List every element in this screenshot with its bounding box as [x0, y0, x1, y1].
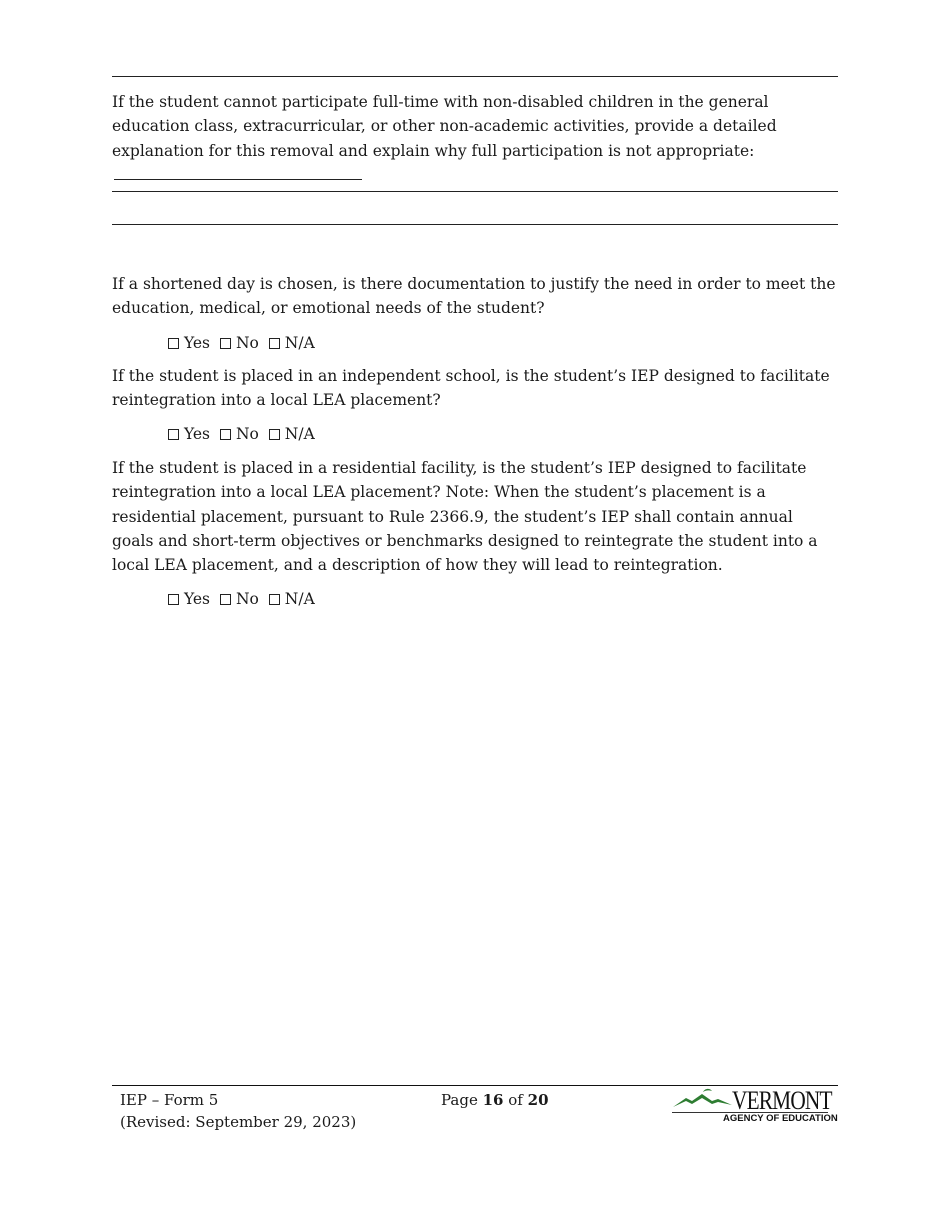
checkbox-icon[interactable]	[220, 429, 231, 440]
checkbox-icon[interactable]	[168, 338, 179, 349]
answer-line[interactable]	[112, 76, 838, 77]
option-no[interactable]: No	[220, 333, 259, 353]
logo-wordmark: VERMONT	[732, 1086, 832, 1115]
option-na[interactable]: N/A	[269, 333, 315, 353]
question-removal	[112, 90, 838, 187]
answer-line[interactable]	[112, 224, 838, 225]
checkbox-icon[interactable]	[168, 429, 179, 440]
option-yes[interactable]: Yes	[168, 424, 210, 444]
mountain-icon	[672, 1086, 736, 1112]
logo-agency: AGENCY OF EDUCATION	[723, 1113, 838, 1124]
checkbox-icon[interactable]	[220, 338, 231, 349]
question-independent-school: If the student is placed in an independent school, is the student’s IEP designed to facilitate reintegration into a local LEA placement?	[112, 367, 830, 410]
footer-form-name: IEP – Form 5	[120, 1091, 219, 1109]
page-total: 20	[527, 1091, 549, 1109]
option-no[interactable]: No	[220, 589, 259, 609]
vermont-aoe-logo	[672, 1086, 838, 1128]
residential-options	[168, 589, 320, 610]
checkbox-icon[interactable]	[168, 594, 179, 605]
footer-revised-date: (Revised: September 29, 2023)	[120, 1113, 357, 1131]
checkbox-icon[interactable]	[269, 594, 280, 605]
answer-line[interactable]	[112, 191, 838, 192]
option-na[interactable]: N/A	[269, 589, 315, 609]
page-current: 16	[482, 1091, 504, 1109]
option-no[interactable]: No	[220, 424, 259, 444]
answer-blank-inline[interactable]	[114, 165, 362, 180]
checkbox-icon[interactable]	[220, 594, 231, 605]
independent-school-options	[168, 424, 320, 445]
page-number: Page 16 of 20	[441, 1091, 549, 1109]
question-shortened-day: If a shortened day is chosen, is there documentation to justify the need in order to meet the education, medical, or emotional needs of the student?	[112, 275, 836, 318]
shortened-day-options	[168, 333, 320, 354]
option-na[interactable]: N/A	[269, 424, 315, 444]
option-yes[interactable]: Yes	[168, 589, 210, 609]
option-yes[interactable]: Yes	[168, 333, 210, 353]
checkbox-icon[interactable]	[269, 429, 280, 440]
question-removal-text: If the student cannot participate full-time with non-disabled children in the general education class, extracurricular, or other non-academic activities, provide a detailed explanation for this removal and explain why full participation is not appropriate:	[112, 93, 777, 160]
checkbox-icon[interactable]	[269, 338, 280, 349]
footer-form-info	[120, 1089, 356, 1133]
question-residential: If the student is placed in a residential facility, is the student’s IEP designed to facilitate reintegration into a local LEA placement? Note: When the student’s placement is a residential placement, pursuant to Rule 2366.9, the student’s IEP shall contain annual goals and short-term objectives or benchmarks designed to reintegrate the student into a local LEA placement, and a description of how they will lead to reintegration.	[112, 459, 818, 575]
